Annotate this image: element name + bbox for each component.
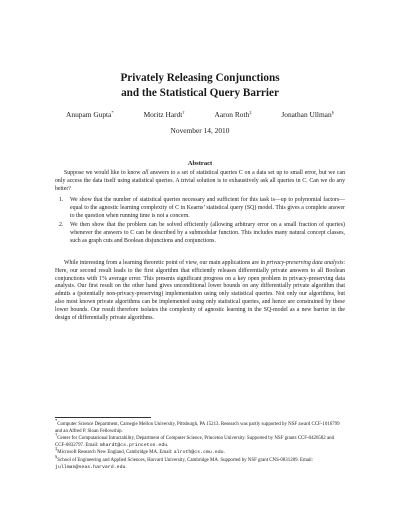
footnote-text: .: [167, 442, 169, 448]
footnote-mark: §: [55, 453, 58, 459]
abstract-result-list: [55, 197, 345, 248]
author: [66, 110, 114, 119]
author-footnote-mark: *: [111, 110, 114, 115]
abstract-paragraph-1: [55, 170, 345, 193]
author: [281, 110, 334, 119]
title-line-2: and the Statistical Query Barrier: [121, 87, 279, 99]
footnote-text: Computer Science Department, Carnegie Mellon University, Pittsburgh, PA 15213. Research was partly supported by NSF award CCF-1016799 and an Alfred P. Sloan Fellowship.: [55, 422, 340, 434]
footnote-email: jullman@seas.harvard.edu: [55, 464, 126, 470]
abstract-text: : Here, our second result leads to the first algorithm that efficiently releases differentially private answers to all Boolean conjunctions with 1% average error. This presents significant progress on a key open problem in privacy-preserving data analysis. Our first result on the other hand gives unconditional lower bounds on any differentially private algorithm that admits a (potentially non-privacy-preserving) implementation using only statistical queries. Not only our algorithms, but also most known private algorithms can be implemented using only statistical queries, and hence are constrained by these lower bounds. Our result therefore isolates the complexity of agnostic learning in the SQ-model as a new barrier in the design of differentially private algorithms.: [55, 260, 345, 321]
paper-title: [0, 71, 400, 101]
abstract-paragraph-2: [55, 260, 345, 322]
abstract-text: answers to a set of statistical queries C on a data set up to small error, but we can only access the data itself using statistical queries. A trivial solution is to exhaustively ask all queries in C. Can we do any better?: [55, 170, 346, 192]
author-name: Moritz Hardt: [143, 110, 183, 119]
footnote-text: School of Engineering and Applied Sciences, Harvard University, Cambridge MA. Supported by NSF grant CNS-0831289. Email:: [57, 457, 314, 463]
author-footnote-mark: †: [182, 110, 185, 115]
footnote-text: .: [223, 450, 225, 456]
author: [144, 110, 185, 119]
footnote-mark: ‡: [55, 446, 58, 452]
paper-date: November 14, 2010: [170, 126, 230, 135]
list-item-number: 2.: [59, 222, 64, 229]
list-item-number: 1.: [59, 197, 64, 203]
footnote-text: Microsoft Research New England, Cambridge MA. Email:: [57, 450, 174, 456]
abstract-heading: Abstract: [187, 160, 213, 167]
footnote-email: alroth@cs.cmu.edu: [173, 450, 224, 456]
list-item: [55, 197, 345, 220]
footnote: [55, 446, 345, 457]
footnote-mark: †: [55, 432, 58, 438]
list-item-text: We then show that the problem can be solved efficiently (allowing arbitrary error on a small fraction of queries) whenever the answers to C can be described by a submodular function. This includes many natural concept classes, such as graph cuts and Boolean disjunctions and conjunctions.: [70, 222, 345, 244]
abstract-emphasis: all: [142, 170, 149, 176]
footnote-text: .: [125, 464, 127, 470]
list-item-text: We show that the number of statistical queries necessary and sufficient for this task is—up to polynomial factors—equal to the agnostic learning complexity of C in Kearns’ statistical query (SQ) model. This gives a complete answer to the question when running time is not a concern.: [70, 197, 345, 219]
author-footnote-mark: §: [331, 110, 334, 115]
author-name: Jonathan Ullman: [281, 110, 332, 119]
author-name: Anupam Gupta: [66, 110, 112, 119]
footnote-mark: *: [55, 418, 58, 423]
footnote: [55, 432, 345, 452]
footnote-text: Center for Computational Intractability, Department of Computer Science, Princeton University. Supported by NSF grants CCF-0426582 and CCF-0832797. Email:: [55, 436, 335, 448]
abstract-text: Suppose we would like to know: [64, 170, 143, 176]
author-list: [0, 110, 400, 119]
abstract-text: While interesting from a learning theoretic point of view, our main applications are in: [64, 260, 267, 266]
author-footnote-mark: ‡: [249, 110, 252, 115]
author-name: Aaron Roth: [214, 110, 250, 119]
abstract-emphasis: privacy-preserving data analysis: [266, 260, 344, 266]
footnote-divider: [55, 417, 151, 418]
footnote: [55, 418, 345, 438]
footnotes: [55, 418, 345, 471]
list-item: [55, 222, 345, 245]
footnote-email: mhardt@cs.princeton.edu: [99, 442, 168, 448]
title-line-1: Privately Releasing Conjunctions: [120, 72, 280, 84]
author: [215, 110, 252, 119]
